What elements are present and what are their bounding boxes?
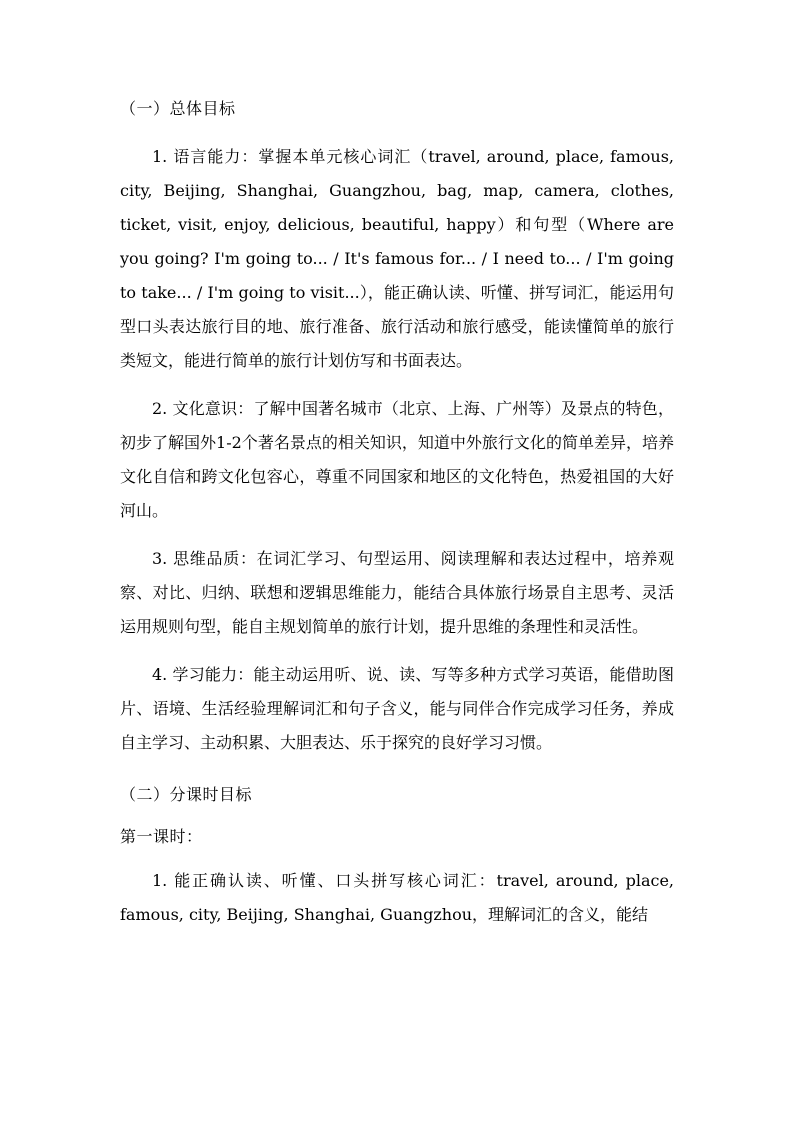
paragraph-language-ability: 1. 语言能力：掌握本单元核心词汇（travel, around, place, famous, city, Beijing, Shanghai, Guangzhou, bag, map, camera, clothes, ticket, visit, enjoy, delicious, beautiful, happy）和句型（Where are you going? I'm going to... / It's famous for... / I need to... / I'm going to take... / I'm going to visit...），能正确认读、听懂、拼写词汇，能运用句型口头表达旅行目的地、旅行准备、旅行活动和旅行感受，能读懂简单的旅行类短文，能进行简单的旅行计划仿写和书面表达。 [120, 147, 674, 370]
document-body [120, 96, 674, 932]
section-heading-lesson-goals: （二）分课时目标 [120, 785, 253, 804]
section-heading-overall-goals: （一）总体目标 [120, 99, 236, 118]
lesson-heading-first: 第一课时： [120, 827, 203, 846]
paragraph-lesson1-goal-1: 1. 能正确认读、听懂、口头拼写核心词汇：travel, around, place, famous, city, Beijing, Shanghai, Guangzhou，理解词汇的含义，能结 [120, 871, 674, 924]
paragraph-cultural-awareness: 2. 文化意识：了解中国著名城市（北京、上海、广州等）及景点的特色，初步了解国外1-2个著名景点的相关知识，知道中外旅行文化的简单差异，培养文化自信和跨文化包容心，尊重不同国家和地区的文化特色，热爱祖国的大好河山。 [120, 399, 674, 520]
paragraph-learning-ability: 4. 学习能力：能主动运用听、说、读、写等多种方式学习英语，能借助图片、语境、生活经验理解词汇和句子含义，能与同伴合作完成学习任务，养成自主学习、主动积累、大胆表达、乐于探究的良好学习习惯。 [120, 665, 674, 752]
paragraph-thinking-quality: 3. 思维品质：在词汇学习、句型运用、阅读理解和表达过程中，培养观察、对比、归纳、联想和逻辑思维能力，能结合具体旅行场景自主思考、灵活运用规则句型，能自主规划简单的旅行计划，提升思维的条理性和灵活性。 [120, 549, 674, 636]
